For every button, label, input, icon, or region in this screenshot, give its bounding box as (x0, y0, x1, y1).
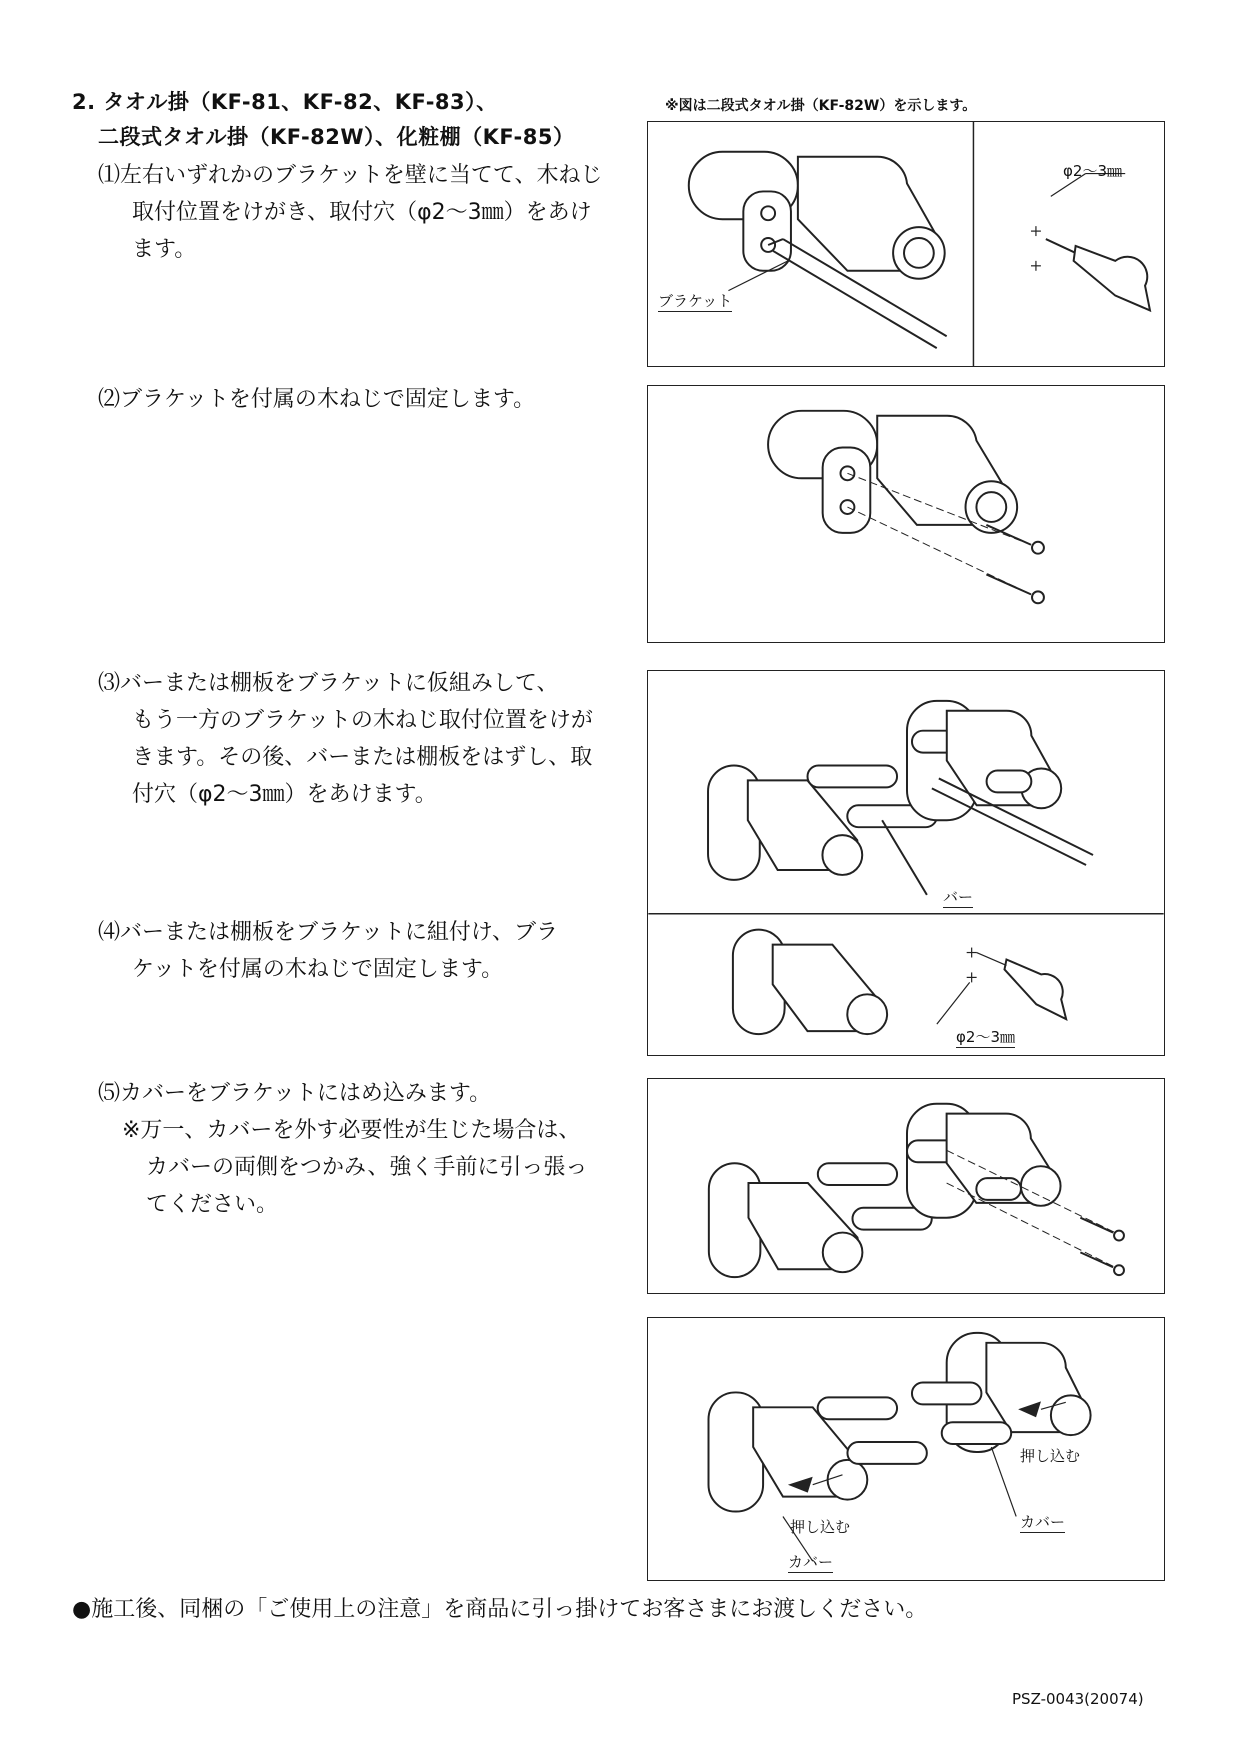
figure-note: ※図は二段式タオル掛（KF-82W）を示します。 (665, 98, 977, 114)
step-5-line-4: てください。 (146, 1192, 279, 1217)
label-bracket: ブラケット (658, 292, 733, 310)
label-cover-left: カバー (788, 1553, 834, 1571)
step-4-text (98, 914, 558, 988)
figure-step-1 (647, 121, 1165, 367)
step-4-line-1: ⑷バーまたは棚板をブラケットに組付け、ブラ (98, 920, 559, 945)
step-1-text (98, 157, 602, 268)
step-3-line-1: ⑶バーまたは棚板をブラケットに仮組みして、 (98, 671, 559, 696)
step-1-line-1: ⑴左右いずれかのブラケットを壁に当てて、木ねじ (98, 163, 603, 188)
document-code: PSZ-0043(20074) (1012, 1690, 1144, 1708)
step-4-line-2: ケットを付属の木ねじで固定します。 (132, 957, 504, 982)
label-bar: バー (943, 888, 974, 906)
step-3-line-3: きます。その後、バーまたは棚板をはずし、取 (132, 745, 593, 770)
label-push-in-right: 押し込む (1020, 1447, 1081, 1465)
figure-step-5-cover (647, 1317, 1165, 1581)
label-hole-size-1: φ2〜3㎜ (1063, 162, 1122, 180)
wood-screws (986, 525, 1044, 603)
label-hole-size-2: φ2〜3㎜ (956, 1028, 1015, 1046)
section-heading-line1: 2. タオル掛（KF-81、KF-82、KF-83）、 (72, 90, 498, 114)
figure-step-3-4 (647, 670, 1165, 1056)
figure-step-5-cover-drawing (648, 1318, 1164, 1580)
step-3-line-4: 付穴（φ2〜3㎜）をあけます。 (132, 782, 437, 807)
step-1-line-2: 取付位置をけがき、取付穴（φ2〜3㎜）をあけ (132, 200, 592, 225)
step-5-line-1: ⑸カバーをブラケットにはめ込みます。 (98, 1081, 492, 1106)
label-push-in-left: 押し込む (790, 1518, 851, 1536)
step-1-line-3: ます。 (132, 237, 197, 262)
figure-step-3-4-drawing (648, 671, 1164, 1055)
step-5-text (98, 1075, 587, 1223)
figure-step-1-drawing (648, 122, 1164, 366)
footer-note: ●施工後、同梱の「ご使用上の注意」を商品に引っ掛けてお客さまにお渡しください。 (72, 1597, 928, 1622)
step-5-line-3: カバーの両側をつかみ、強く手前に引っ張っ (146, 1155, 588, 1180)
label-cover-right: カバー (1020, 1513, 1066, 1531)
bracket-mount (743, 191, 791, 270)
figure-step-2 (647, 385, 1165, 643)
step-3-text (98, 665, 593, 813)
drill (1046, 239, 1150, 310)
section-heading-line2: 二段式タオル掛（KF-82W）、化粧棚（KF-85） (98, 125, 575, 149)
figure-step-2-drawing (648, 386, 1164, 642)
step-5-line-2: ※万一、カバーを外す必要性が生じた場合は、 (122, 1118, 581, 1143)
figure-step-5-drawing (648, 1079, 1164, 1293)
figure-step-5 (647, 1078, 1165, 1294)
step-3-line-2: もう一方のブラケットの木ねじ取付位置をけが (132, 708, 593, 733)
step-2-line-1: ⑵ブラケットを付属の木ねじで固定します。 (98, 387, 536, 412)
step-2-text (98, 381, 535, 418)
